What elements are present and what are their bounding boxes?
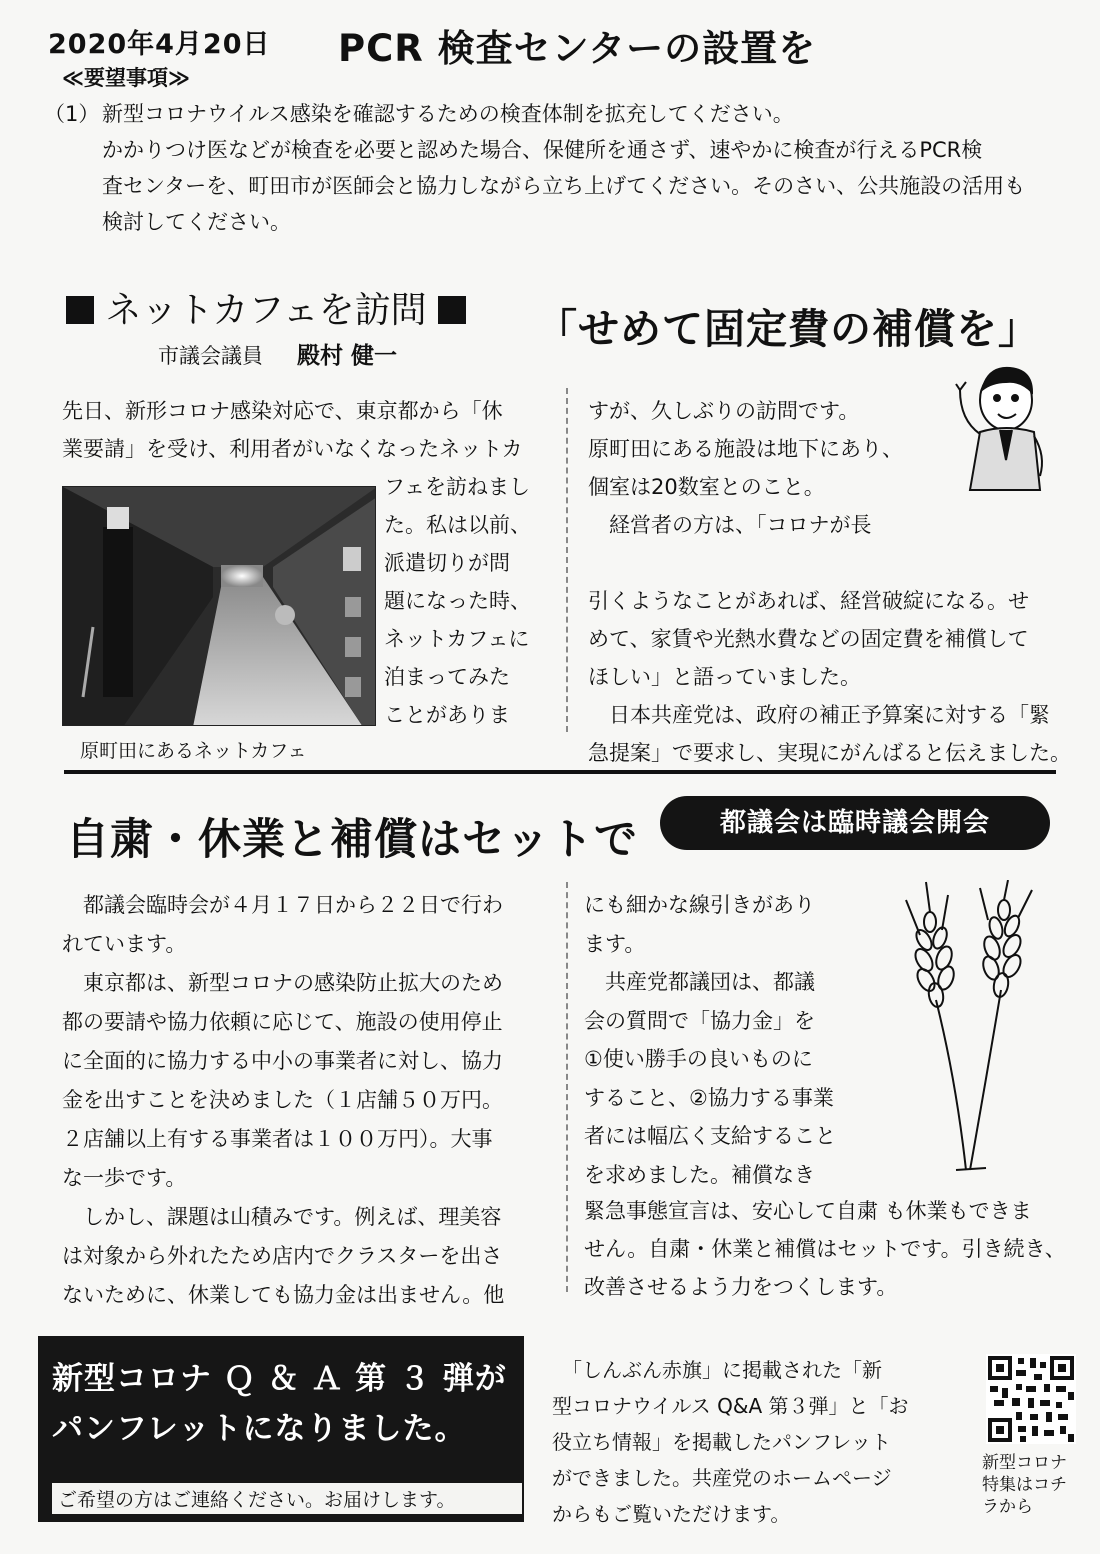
cartoon-man-icon bbox=[940, 360, 1058, 496]
text-line: ないために、休業しても協力金は出ません。他 bbox=[62, 1283, 505, 1307]
netcafe-heading bbox=[66, 282, 466, 333]
text-line: 緊急事態宣言は、安心して自粛 も休業もできま bbox=[584, 1199, 1032, 1223]
qa-contact: ご希望の方はご連絡ください。お届けします。 bbox=[52, 1483, 522, 1514]
corridor-photo-icon bbox=[63, 487, 376, 726]
request-line: 新型コロナウイルス感染を確認するための検査体制を拡充してください。 bbox=[102, 102, 794, 126]
text-line: な一歩です。 bbox=[62, 1166, 187, 1190]
jishuku-heading: 自粛・休業と補償はセットで bbox=[66, 815, 638, 865]
text-line: すること、②協力する事業 bbox=[584, 1085, 834, 1110]
qa-note bbox=[552, 1352, 950, 1532]
text-line: 型コロナウイルス Q&A 第３弾」と「お bbox=[552, 1394, 909, 1418]
text-line: 者には幅広く支給すること bbox=[584, 1124, 836, 1148]
text-line: 新型コロナ bbox=[982, 1453, 1067, 1473]
jishuku-col1 bbox=[62, 886, 550, 1315]
netcafe-photo bbox=[62, 486, 376, 726]
text-line: にも細かな線引きがあり bbox=[584, 893, 815, 917]
text-line: は対象から外れたため店内でクラスターを出さ bbox=[62, 1244, 503, 1268]
wheat-icon bbox=[896, 880, 1046, 1180]
text-line: 業要請」を受け、利用者がいなくなったネットカ bbox=[62, 437, 523, 461]
text-line: しかし、課題は山積みです。例えば、理美容 bbox=[62, 1205, 502, 1229]
text-line: 金を出すことを決めました（１店舗５０万円。 bbox=[62, 1088, 503, 1112]
jishuku-col2-bottom bbox=[584, 1192, 1080, 1306]
text-line: ます。 bbox=[584, 931, 646, 956]
text-line: ①使い勝手の良いものに bbox=[584, 1047, 813, 1071]
netcafe-heading-text: ネットカフェを訪問 bbox=[105, 290, 427, 331]
text-line: 個室は20数室とのこと。 bbox=[588, 475, 825, 499]
text-line: 会の質問で「協力金」を bbox=[584, 1008, 815, 1033]
photo-caption: 原町田にあるネットカフェ bbox=[80, 740, 307, 762]
text-line: を求めました。補償なき bbox=[584, 1162, 815, 1187]
netcafe-col2-bottom-text bbox=[588, 544, 1078, 772]
author-byline bbox=[158, 337, 397, 370]
text-line: フェを訪ねまし bbox=[384, 475, 530, 499]
column-divider bbox=[566, 882, 568, 1292]
text-line: ラから bbox=[982, 1497, 1033, 1517]
text-line: 派遣切りが問 bbox=[384, 551, 510, 575]
text-line: 日本共産党は、政府の補正予算案に対する「緊 bbox=[588, 703, 1050, 727]
square-bullet-icon bbox=[66, 296, 94, 324]
text-line: 都の要請や協力依頼に応じて、施設の使用停止 bbox=[62, 1010, 503, 1034]
text-line: せん。自粛・休業と補償はセットです。引き続き、 bbox=[584, 1237, 1066, 1261]
text-line: 経営者の方は、「コロナが長 bbox=[588, 513, 872, 537]
request-line: 査センターを、町田市が医師会と協力しながら立ち上げてください。そのさい、公共施設の活用も bbox=[102, 174, 1026, 198]
text-line: 泊まってみた bbox=[384, 665, 510, 689]
page-title: PCR 検査センターの設置を bbox=[338, 27, 817, 70]
text-line: めて、家賃や光熱水費などの固定費を補償して bbox=[588, 627, 1029, 651]
quote-heading: 「せめて固定費の補償を」 bbox=[536, 305, 1040, 353]
netcafe-col1-narrow bbox=[384, 468, 546, 734]
qa-title-line: パンフレットになりました。 bbox=[52, 1411, 467, 1447]
jishuku-col2-top bbox=[584, 886, 874, 1194]
text-line: からもご覧いただけます。 bbox=[552, 1502, 791, 1526]
wheat-illustration bbox=[896, 880, 1046, 1180]
text-line: 原町田にある施設は地下にあり、 bbox=[588, 437, 903, 461]
text-line: た。私は以前、 bbox=[384, 513, 531, 537]
text-line: ができました。共産党のホームページ bbox=[552, 1466, 892, 1490]
pointing-man-illustration bbox=[940, 360, 1058, 496]
column-divider bbox=[566, 388, 568, 732]
request-number: （1） bbox=[44, 102, 100, 126]
text-line: に全面的に協力する中小の事業者に対し、協力 bbox=[62, 1049, 503, 1073]
request-body bbox=[102, 96, 1062, 240]
text-line: 引くようなことがあれば、経営破綻になる。せ bbox=[588, 589, 1029, 613]
text-line: ほしい」と語っていました。 bbox=[588, 665, 861, 689]
request-line: 検討してください。 bbox=[102, 210, 291, 234]
text-line: 特集はコチ bbox=[982, 1475, 1067, 1495]
qa-title-line: 新型コロナ Ｑ ＆ Ａ 第 ３ 弾が bbox=[52, 1361, 507, 1397]
text-line: 題になった時、 bbox=[384, 589, 531, 613]
assembly-badge: 都議会は臨時議会開会 bbox=[660, 796, 1050, 850]
text-line: すが、久しぶりの訪問です。 bbox=[588, 399, 860, 423]
issue-date: 2020年4月20日 bbox=[48, 29, 271, 60]
request-heading: ≪要望事項≫ bbox=[62, 66, 190, 90]
request-line: かかりつけ医などが検査を必要と認めた場合、保健所を通さず、速やかに検査が行えるPCR検 bbox=[102, 138, 983, 162]
text-line: 先日、新形コロナ感染対応で、東京都から「休 bbox=[62, 399, 503, 423]
text-line: 急提案」で要求し、実現にがんばると伝えました。 bbox=[588, 741, 1071, 765]
qr-code-icon bbox=[986, 1354, 1076, 1444]
square-bullet-icon bbox=[438, 296, 466, 324]
qa-title bbox=[52, 1354, 522, 1454]
netcafe-col2-top bbox=[588, 392, 928, 544]
text-line: ネットカフェに bbox=[384, 627, 530, 651]
text-line: 東京都は、新型コロナの感染防止拡大のため bbox=[62, 971, 503, 995]
text-line: 共産党都議団は、都議 bbox=[584, 970, 815, 994]
text-line: れています。 bbox=[62, 932, 187, 956]
text-line: ことがありま bbox=[384, 703, 510, 727]
text-line: ２店舗以上有する事業者は１００万円）。大事 bbox=[62, 1127, 493, 1151]
text-line: 役立ち情報」を掲載したパンフレット bbox=[552, 1430, 891, 1454]
netcafe-col1 bbox=[62, 392, 546, 468]
section-divider bbox=[64, 770, 1056, 774]
author-name: 殿村 健一 bbox=[297, 343, 398, 369]
qr-code[interactable] bbox=[986, 1354, 1076, 1444]
text-line: 都議会臨時会が４月１７日から２２日で行わ bbox=[62, 893, 503, 917]
qr-caption bbox=[982, 1452, 1082, 1518]
text-line: 改善させるよう力をつくします。 bbox=[584, 1275, 898, 1299]
text-line: 「しんぶん赤旗」に掲載された「新 bbox=[552, 1358, 882, 1382]
author-title: 市議会議員 bbox=[158, 344, 263, 368]
